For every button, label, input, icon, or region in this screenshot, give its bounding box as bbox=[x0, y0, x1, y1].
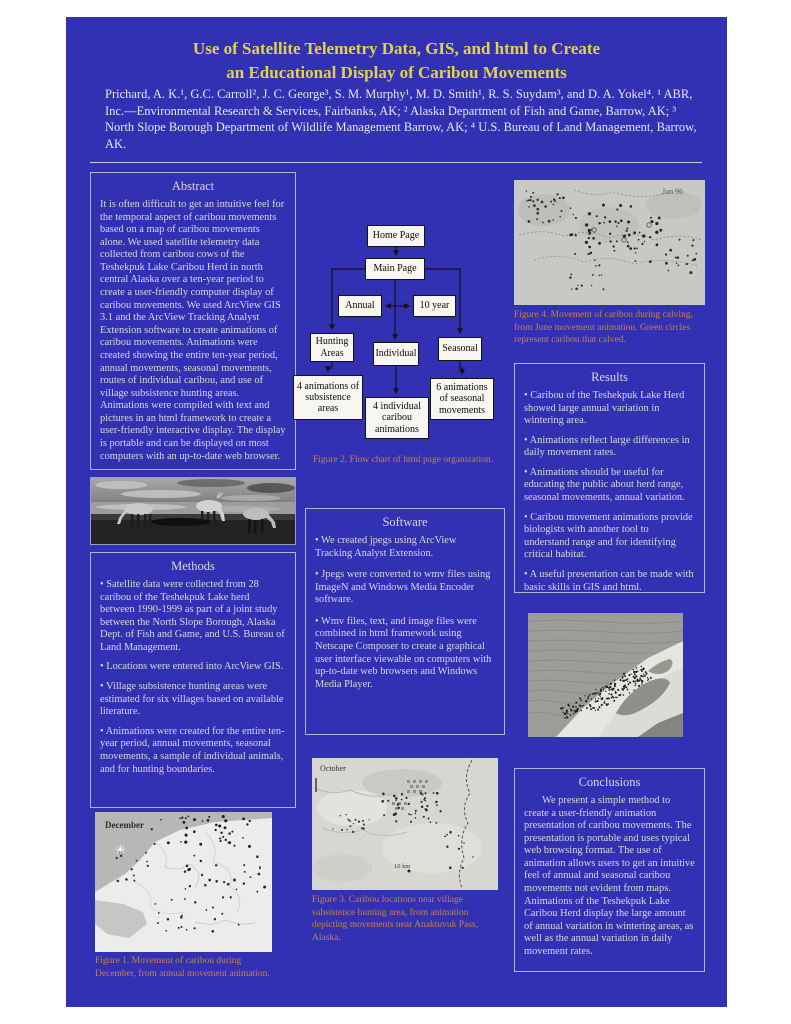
figure4-map-art bbox=[514, 180, 705, 305]
flow-node-individual-animations: 4 individual caribou animations bbox=[365, 397, 429, 439]
flow-node-home-page: Home Page bbox=[367, 225, 425, 247]
results-bullet: • A useful presentation can be made with basic skills in GIS and html. bbox=[524, 568, 694, 593]
figure2-caption: Figure 2. Flow chart of html page organization. bbox=[313, 455, 494, 465]
poster-title-line1: Use of Satellite Telemetry Data, GIS, and html to Create bbox=[192, 39, 601, 58]
figure4-image bbox=[514, 180, 705, 305]
software-bullet: • Wmv files, text, and image files were combined in html framework using Netscape Composer to create a graphical user interface viewable on computers with up-to-date web browsers and Windows Media Player. bbox=[315, 615, 492, 690]
authors-line: Prichard, A. K.¹, G.C. Carroll², J. C. George³, S. M. Murphy¹, M. D. Smith¹, R. S. Suydam³, and D. A. Yokel⁴. bbox=[105, 87, 655, 101]
conclusions-box bbox=[514, 768, 705, 972]
flow-node-seasonal-animations: 6 animations of seasonal movements bbox=[430, 378, 494, 420]
flow-node-seasonal: Seasonal bbox=[438, 337, 482, 361]
abstract-box bbox=[90, 172, 296, 470]
header-divider bbox=[90, 162, 702, 163]
results-bullet: • Caribou of the Teshekpuk Lake Herd showed large annual variation in wintering area. bbox=[524, 390, 685, 427]
conclusions-body: We present a simple method to create a user-friendly animation presentation of caribou movements. The presentation is portable and uses typical web browsing format. The use of animation allows users to get an intuitive feel of annual and seasonal caribou movements not evident from maps. Animations of the Teshekpuk Lake Caribou Herd display the large amount of annual variation in wintering areas, as well as the annual variation in daily movement rates. bbox=[524, 795, 695, 957]
abstract-body: It is often difficult to get an intuitive feel for the temporal aspect of caribou movements based on a map of caribou movements alone. We used satellite telemetry data collected from caribou cows of the Teshekpuk Lake Caribou Herd in north central Alaska over a ten-year period to create a user-friendly computer display of caribou movements. We used ArcView GIS 3.1 and the ArcView Tracking Analyst Extension software to create animations of caribou movements. Animations were created showing the entire ten-year period, annual movements, seasonal movements, routes of individual caribou, and use of village subsistence hunting areas. Animations were compiled with text and pictures in an html framework to create a user-friendly interactive display. The display is portable and can be displayed on most computers with an up-to-date web browser. bbox=[100, 199, 286, 462]
conclusions-title: Conclusions bbox=[578, 775, 641, 789]
methods-title: Methods bbox=[171, 559, 215, 573]
flow-node-10-year: 10 year bbox=[413, 295, 456, 317]
figure1-caption: Figure 1. Movement of caribou during December, from annual movement animation. bbox=[95, 956, 270, 979]
abstract-title: Abstract bbox=[171, 179, 215, 193]
results-bullet: • Caribou movement animations provide biologists with another tool to understand range and for identifying critical habitat. bbox=[524, 511, 693, 561]
methods-bullet: • Satellite data were collected from 28 caribou of the Teshekpuk Lake herd between 1990-1999 as part of a joint study between the North Slope Borough, Alaska Dept. of Fish and Game, and U.S. Bureau of Land Management. bbox=[100, 579, 285, 653]
software-bullet: • Jpegs were converted to wmv files using ImageN and Windows Media Encoder software. bbox=[315, 569, 491, 606]
figure3-map-art bbox=[312, 758, 498, 890]
caribou-photo-art bbox=[91, 478, 295, 544]
poster bbox=[66, 17, 727, 1007]
figure3-scale-label: 10 km bbox=[394, 863, 411, 870]
figure4-caption: Figure 4. Movement of caribou during calving, from June movement animation. Green circles represent caribou that calved. bbox=[514, 310, 693, 346]
caribou-photo bbox=[90, 477, 296, 545]
software-bullet: • We created jpegs using ArcView Tracking Analyst Extension. bbox=[315, 535, 457, 559]
figure1-month-label: December bbox=[105, 820, 144, 830]
software-title: Software bbox=[382, 515, 428, 529]
figure4-month-label: Jun 96 bbox=[662, 187, 684, 196]
snowflake-icon: ✳ bbox=[115, 842, 126, 857]
aerial-photo-art bbox=[528, 613, 683, 737]
flow-node-annual: Annual bbox=[338, 295, 382, 317]
methods-bullet: • Locations were entered into ArcView GIS. bbox=[100, 661, 284, 673]
methods-box bbox=[90, 552, 296, 808]
figure1-map-art bbox=[95, 812, 272, 952]
flow-node-main-page: Main Page bbox=[365, 258, 425, 280]
flowchart bbox=[286, 217, 498, 445]
poster-title-line2: an Educational Display of Caribou Movements bbox=[226, 62, 567, 82]
poster-title bbox=[66, 37, 727, 85]
affiliations-line: ¹ ABR, Inc.—Environmental Research & Services, Fairbanks, AK; ² Alaska Department of Fish and Game, Barrow, AK; ³ North Slope Borough Department of Wildlife Management Barrow, AK; ⁴ U.S. Bureau of Land Management, Barrow, AK. bbox=[105, 87, 697, 151]
methods-bullet: • Village subsistence hunting areas were estimated for six villages based on available literature. bbox=[100, 681, 284, 718]
flow-node-hunting-areas: Hunting Areas bbox=[310, 333, 354, 362]
figure3-caption: Figure 3. Caribou locations near village subsistence hunting area, from animation depicting movements near Anaktuvuk Pass, Alaska. bbox=[312, 895, 478, 943]
figure3-month-label: October bbox=[320, 764, 346, 773]
results-title: Results bbox=[591, 370, 628, 384]
aerial-herd-photo bbox=[528, 613, 683, 737]
results-box bbox=[514, 363, 705, 593]
figure3-image bbox=[312, 758, 498, 890]
results-bullet: • Animations reflect large differences in daily movement rates. bbox=[524, 434, 690, 459]
software-box bbox=[305, 508, 505, 735]
flow-node-subsistence-animations: 4 animations of subsistence areas bbox=[293, 375, 363, 420]
figure1-image bbox=[95, 812, 272, 952]
flow-node-individual: Individual bbox=[373, 342, 419, 366]
author-block bbox=[105, 86, 705, 152]
methods-bullet: • Animations were created for the entire ten-year period, annual movements, seasonal movements, a sample of individual animals, and for hunting boundaries. bbox=[100, 725, 285, 775]
results-bullet: • Animations should be useful for educating the public about herd range, seasonal movements, annual variation. bbox=[524, 466, 685, 504]
